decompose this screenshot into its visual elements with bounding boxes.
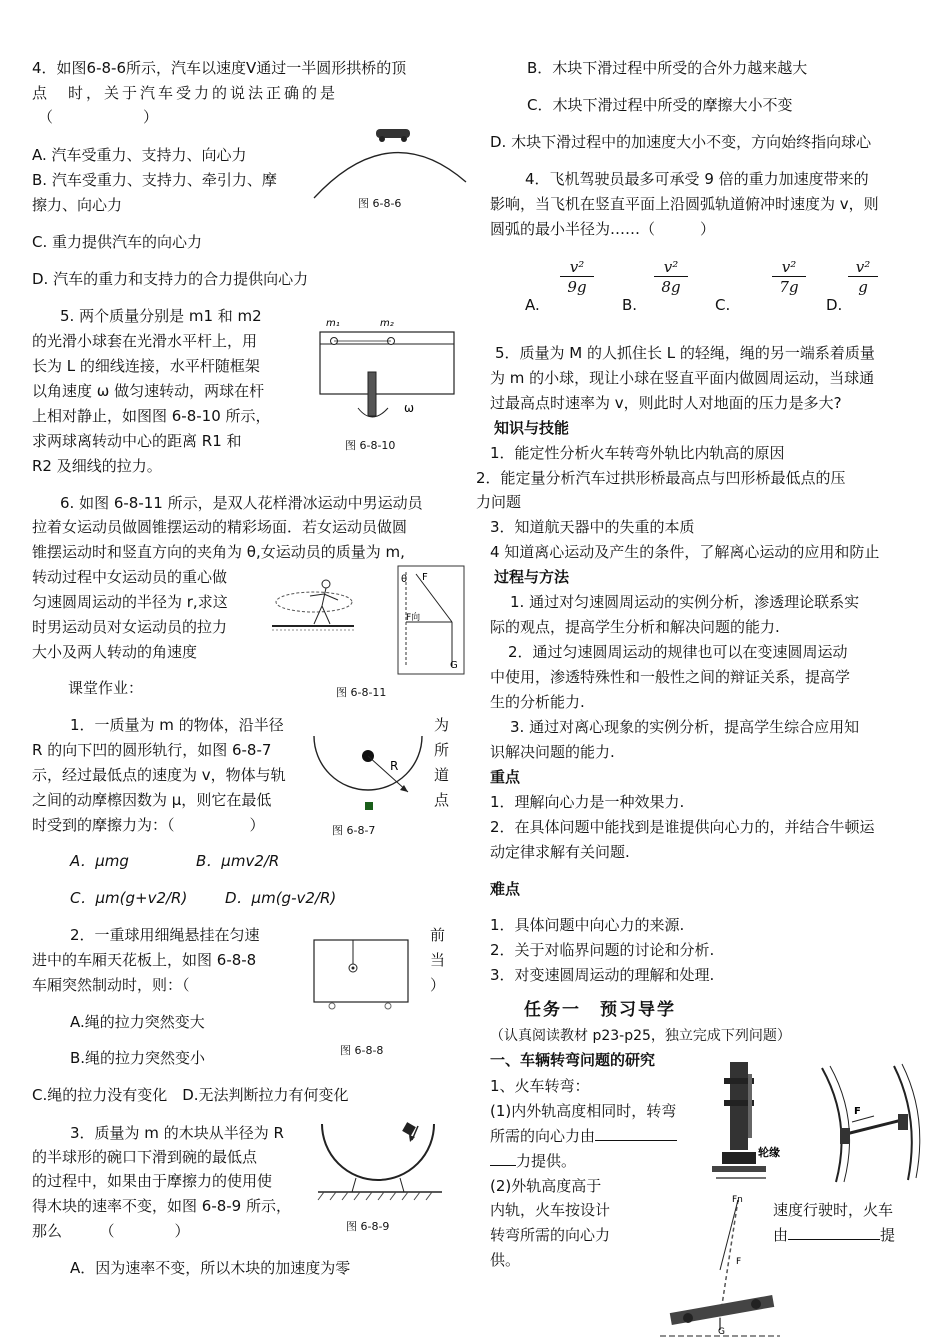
q6-line4: 转动过程中女运动员的重心做 bbox=[32, 568, 228, 586]
fig-label-fn-train: Fn bbox=[732, 1195, 743, 1205]
h2-options-cd: C.绳的拉力没有变化 D.无法判断拉力有何变化 bbox=[32, 1086, 349, 1104]
task-title: 任务一 预习导学 bbox=[524, 1000, 676, 1020]
h2-option-a: A.绳的拉力突然变大 bbox=[70, 1013, 205, 1031]
h5-line2: 为 m 的小球，现让小球在竖直平面内做圆周运动，当球通 bbox=[490, 369, 875, 387]
key-item-1: 1．理解向心力是一种效果力. bbox=[490, 793, 685, 811]
knowledge-item-3: 3．知道航天器中的失重的本质 bbox=[490, 518, 695, 536]
q6-line3: 锥摆运动时和竖直方向的夹角为 θ,女运动员的质量为 m, bbox=[32, 543, 405, 561]
h4-b-numerator: v² bbox=[654, 258, 688, 277]
q4-line2: 点 时，关于汽车受力的说法正确的是 bbox=[32, 84, 339, 102]
train-p2-right1: 速度行驶时，火车 bbox=[773, 1201, 894, 1219]
h1-option-c: C．μm(g+v2/R) bbox=[70, 889, 188, 907]
q4-line3: （ ） bbox=[38, 108, 159, 126]
h1-line4: 之间的动摩檫因数为 μ，则它在最低 bbox=[32, 791, 272, 809]
q6-line5: 匀速圆周运动的半径为 r,求这 bbox=[32, 593, 228, 611]
h1-line2: R 的向下凹的圆形轨行，如图 6-8-7 bbox=[32, 741, 272, 759]
h2-line2-right: 当 bbox=[430, 951, 446, 969]
h1-option-b: B．μmv2/R bbox=[196, 852, 280, 870]
q4-line1: 4．如图6-8-6所示，汽车以速度V通过一半圆形拱桥的顶 bbox=[32, 59, 407, 77]
process-item-3-cont: 识解决问题的能力. bbox=[490, 743, 615, 761]
h4-d-numerator: v² bbox=[848, 258, 878, 277]
process-item-2-cont: 中使用，渗透特殊性和一般性之间的辩证关系，提高学 bbox=[490, 668, 851, 686]
fig-label-m1: m₁ bbox=[326, 318, 340, 329]
fig-label-g: G bbox=[450, 660, 458, 671]
h4-a-numerator: v² bbox=[560, 258, 594, 277]
figure-carriage bbox=[312, 938, 412, 1012]
fig-label-r: R bbox=[390, 759, 399, 773]
train-p2-right2b-text: 提 bbox=[880, 1226, 896, 1244]
knowledge-item-1: 1．能定性分析火车转弯外轨比内轨高的原因 bbox=[490, 444, 785, 462]
q4-option-a: A. 汽车受重力、支持力、向心力 bbox=[32, 146, 247, 164]
figure-bowl bbox=[316, 1118, 446, 1210]
h1-line1: 1．一质量为 m 的物体，沿半径 bbox=[70, 716, 284, 734]
h4-option-a-label: A. bbox=[525, 296, 540, 314]
fig-6-8-8-caption: 图 6-8-8 bbox=[340, 1044, 384, 1057]
h4-b-denominator: 8g bbox=[661, 278, 681, 296]
h3-option-b: B．木块下滑过程中所受的合外力越来越大 bbox=[527, 59, 808, 77]
figure-curved-track bbox=[812, 1062, 922, 1186]
h2-line1-right: 前 bbox=[430, 926, 446, 944]
h3-option-a: A．因为速率不变，所以木块的加速度为零 bbox=[70, 1259, 351, 1277]
fig-label-g-train: G bbox=[718, 1327, 725, 1337]
h1-line1-right: 为 bbox=[434, 716, 450, 734]
h1-line3: 示，经过最低点的速度为 v，物体与轨 bbox=[32, 766, 286, 784]
fig-label-m2: m₂ bbox=[380, 318, 394, 329]
knowledge-item-4: 4 知道离心运动及产生的条件，了解离心运动的应用和防止 bbox=[490, 543, 880, 561]
key-title: 重点 bbox=[490, 768, 521, 786]
fig-6-8-9-caption: 图 6-8-9 bbox=[346, 1220, 390, 1233]
process-title: 过程与方法 bbox=[494, 568, 570, 586]
q4-option-b-cont: 擦力、向心力 bbox=[32, 196, 123, 214]
figure-arch-bridge bbox=[310, 120, 470, 200]
q5-line3: 长为 L 的细线连接，水平杆随框架 bbox=[32, 357, 260, 375]
h1-option-d: D．μm(g-v2/R) bbox=[225, 889, 337, 907]
fig-6-8-10-caption: 图 6-8-10 bbox=[345, 439, 396, 452]
q5-line7: R2 及细线的拉力。 bbox=[32, 457, 162, 475]
train-p2-line4: 供。 bbox=[490, 1251, 521, 1269]
train-p1-line3-text: 力提供。 bbox=[516, 1152, 577, 1170]
key-item-2: 2．在具体问题中能找到是谁提供向心力的，并结合牛顿运 bbox=[490, 818, 875, 836]
fig-6-8-6-caption: 图 6-8-6 bbox=[358, 197, 402, 210]
q6-line2: 拉着女运动员做圆锥摆运动的精彩场面．若女运动员做圆 bbox=[32, 518, 408, 536]
h2-line2: 进中的车厢天花板上，如图 6-8-8 bbox=[32, 951, 257, 969]
train-p2-line2: 内轨，火车按设计 bbox=[490, 1201, 611, 1219]
h2-option-b: B.绳的拉力突然变小 bbox=[70, 1049, 206, 1067]
h1-line5: 时受到的摩擦力为：（ ） bbox=[32, 816, 265, 834]
h1-line2-right: 所 bbox=[434, 741, 450, 759]
h4-option-c-label: C. bbox=[715, 296, 731, 314]
train-p1-line1: (1)内外轨高度相同时，转弯 bbox=[490, 1102, 677, 1120]
q4-option-d: D. 汽车的重力和支持力的合力提供向心力 bbox=[32, 270, 309, 288]
fig-label-omega: ω bbox=[404, 401, 415, 415]
knowledge-item-2: 2．能定量分析汽车过拱形桥最高点与凹形桥最低点的压 bbox=[476, 469, 846, 487]
h3-option-d: D. 木块下滑过程中的加速度大小不变，方向始终指向球心 bbox=[490, 133, 872, 151]
train-p2-right2 bbox=[773, 1225, 895, 1245]
figure-figure-skating bbox=[266, 566, 466, 676]
difficult-item-2: 2．关于对临界问题的讨论和分析. bbox=[490, 941, 715, 959]
h2-line1: 2．一重球用细绳悬挂在匀速 bbox=[70, 926, 260, 944]
h1-option-a: A．μmg bbox=[70, 852, 129, 870]
process-item-2: 2．通过匀速圆周运动的规律也可以在变速圆周运动 bbox=[508, 643, 848, 661]
h5-line1: 5．质量为 M 的人抓住长 L 的轻绳，绳的另一端系着质量 bbox=[495, 344, 875, 362]
h1-line3-right: 道 bbox=[434, 766, 450, 784]
h3-line5: 那么 （ ） bbox=[32, 1222, 190, 1240]
h3-line3: 的过程中，如果由于摩擦力的使用使 bbox=[32, 1172, 273, 1190]
h4-option-b-fraction bbox=[654, 258, 688, 297]
knowledge-title: 知识与技能 bbox=[494, 419, 570, 437]
fig-label-theta: θ bbox=[401, 574, 408, 585]
process-item-1: 1. 通过对匀速圆周运动的实例分析，渗透理论联系实 bbox=[510, 593, 860, 611]
difficult-item-1: 1．具体问题中向心力的来源. bbox=[490, 916, 685, 934]
fig-6-8-7-caption: 图 6-8-7 bbox=[332, 824, 376, 837]
difficult-title: 难点 bbox=[490, 880, 521, 898]
h5-line3: 过最高点时速率为 v，则此时人对地面的压力是多大? bbox=[490, 394, 842, 412]
q5-line2: 的光滑小球套在光滑水平杆上，用 bbox=[32, 332, 258, 350]
train-heading: 1、火车转弯： bbox=[490, 1077, 590, 1095]
figure-banked-train bbox=[660, 1190, 780, 1340]
train-blank-1-cont bbox=[490, 1151, 516, 1166]
fig-label-f: F bbox=[422, 572, 428, 583]
train-blank-1 bbox=[595, 1126, 677, 1141]
h4-c-denominator: 7g bbox=[779, 278, 799, 296]
train-p1-line2-text: 所需的向心力由 bbox=[490, 1127, 596, 1145]
figure-rotating-frame bbox=[318, 312, 458, 430]
knowledge-item-2-cont: 力问题 bbox=[476, 493, 522, 511]
h4-line2: 影响，当飞机在竖直平面上沿圆弧轨道俯冲时速度为 v，则 bbox=[490, 195, 879, 213]
h3-line4: 得木块的速率不变，如图 6-8-9 所示， bbox=[32, 1197, 291, 1215]
h4-option-b-label: B. bbox=[622, 296, 638, 314]
train-p2-line3: 转弯所需的向心力 bbox=[490, 1226, 611, 1244]
h4-line1: 4．飞机驾驶员最多可承受 9 倍的重力加速度带来的 bbox=[525, 170, 869, 188]
h4-line3: 圆弧的最小半径为……（ ） bbox=[490, 220, 716, 238]
fig-label-f-train: F bbox=[854, 1106, 861, 1117]
q5-line4: 以角速度 ω 做匀速转动，两球在杆 bbox=[32, 382, 265, 400]
h4-option-d-fraction bbox=[848, 258, 878, 297]
h3-line2: 的半球形的碗口下滑到碗的最低点 bbox=[32, 1148, 258, 1166]
key-item-2-cont: 动定律求解有关问题. bbox=[490, 843, 630, 861]
figure-wheel-rail bbox=[708, 1060, 798, 1186]
h4-a-denominator: 9g bbox=[567, 278, 587, 296]
h2-line3: 车厢突然制动时，则：（ bbox=[32, 976, 190, 994]
homework-title: 课堂作业： bbox=[68, 679, 144, 697]
h3-line1: 3．质量为 m 的木块从半径为 R bbox=[70, 1124, 284, 1142]
process-item-1-cont: 际的观点，提高学生分析和解决问题的能力. bbox=[490, 618, 780, 636]
train-p1-line2 bbox=[490, 1126, 677, 1146]
section1-title: 一、车辆转弯问题的研究 bbox=[490, 1051, 656, 1069]
fig-label-f-banked: F bbox=[736, 1257, 742, 1267]
q4-option-c: C. 重力提供汽车的向心力 bbox=[32, 233, 203, 251]
h4-option-d-label: D. bbox=[826, 296, 843, 314]
h4-option-a-fraction bbox=[560, 258, 594, 297]
train-p2-line1: (2)外轨高度高于 bbox=[490, 1177, 602, 1195]
q6-line7: 大小及两人转动的角速度 bbox=[32, 643, 198, 661]
q4-option-b: B. 汽车受重力、支持力、牵引力、摩 bbox=[32, 171, 277, 189]
fig-label-wheel-flange: 轮缘 bbox=[758, 1146, 780, 1159]
train-p1-line3 bbox=[490, 1151, 576, 1171]
q5-line1: 5. 两个质量分别是 m1 和 m2 bbox=[60, 307, 262, 325]
h1-line4-right: 点 bbox=[434, 791, 450, 809]
train-p2-right2-text: 由 bbox=[773, 1226, 789, 1244]
process-item-2-cont2: 生的分析能力. bbox=[490, 693, 585, 711]
fig-label-fn: F向 bbox=[406, 613, 421, 623]
q5-line6: 求两球离转动中心的距离 R1 和 bbox=[32, 432, 242, 450]
q6-line6: 时男运动员对女运动员的拉力 bbox=[32, 618, 228, 636]
q6-line1: 6. 如图 6-8-11 所示，是双人花样滑冰运动中男运动员 bbox=[60, 494, 423, 512]
h4-c-numerator: v² bbox=[772, 258, 806, 277]
h4-option-c-fraction bbox=[772, 258, 806, 297]
figure-concave-track bbox=[310, 728, 430, 824]
process-item-3: 3. 通过对离心现象的实例分析，提高学生综合应用知 bbox=[510, 718, 860, 736]
task-subtitle: （认真阅读教材 p23-p25，独立完成下列问题） bbox=[490, 1028, 791, 1044]
q5-line5: 上相对静止，如图图 6-8-10 所示， bbox=[32, 407, 271, 425]
h4-d-denominator: g bbox=[858, 278, 868, 296]
fig-6-8-11-caption: 图 6-8-11 bbox=[336, 686, 387, 699]
h3-option-c: C．木块下滑过程中所受的摩擦大小不变 bbox=[527, 96, 793, 114]
train-blank-2 bbox=[788, 1225, 880, 1240]
difficult-item-3: 3．对变速圆周运动的理解和处理. bbox=[490, 966, 715, 984]
h2-line3-right: ） bbox=[430, 976, 446, 994]
